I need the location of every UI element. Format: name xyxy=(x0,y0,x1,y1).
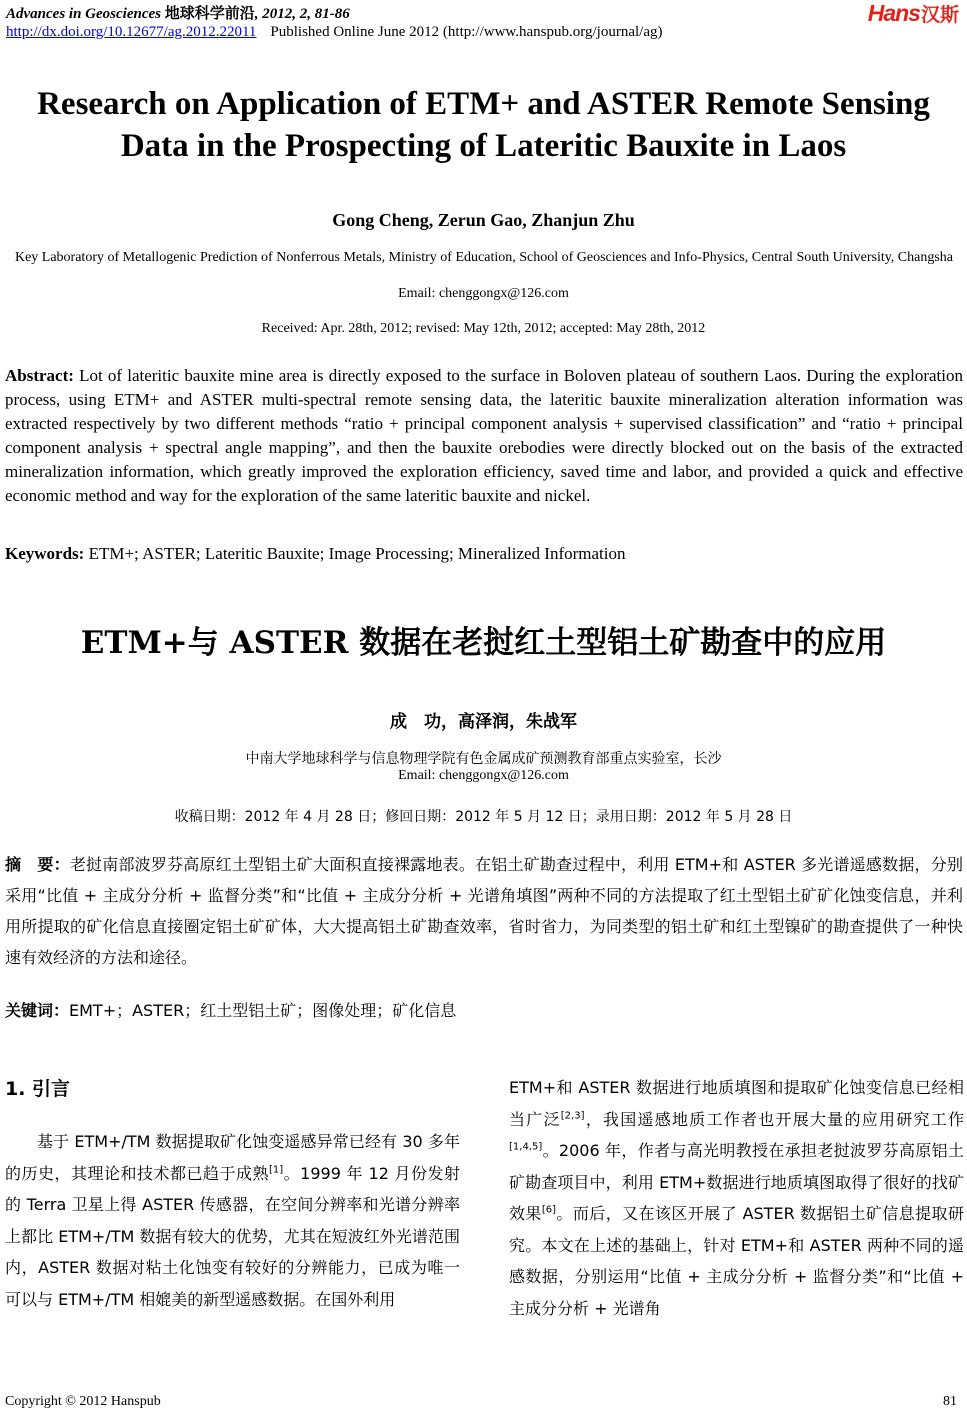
abstract-text-en: Lot of lateritic bauxite mine area is directly exposed to the surface in Boloven plateau of southern Laos. During the exploration process, using ETM+ and ASTER multi-spectral remote sensing data, the lateritic bauxite mineralization alteration information was extracted respectively by two different methods “ratio + principal component analysis + supervised classification” and “ratio + principal component analysis + spectral angle mapping”, and then the bauxite orebodies were directly blocked out on the basis of the extracted mineralization information, which greatly improved the exploration efficiency, saved time and labor, and provided a quick and effective economic method and way for the exploration of the same lateritic bauxite and nickel. xyxy=(5,366,964,505)
body-text: 。1999 年 12 月份发射的 Terra 卫星上得 ASTER 传感器，在空间分辨率和光谱分辨率上都比 ETM+/TM 数据有较大的优势，尤其在短波红外光谱范围内，ASTER 数据对粘土化蚀变有较好的分辨能力，已成为唯一可以与 ETM+/TM 相媲美的新型遥感数据。在国外利用 xyxy=(5,1163,460,1309)
footer-copyright: Copyright © 2012 Hanspub xyxy=(5,1394,161,1409)
keywords-en xyxy=(5,544,963,564)
paper-title-cn: ETM+与 ASTER 数据在老挝红土型铝土矿勘查中的应用 xyxy=(80,625,887,661)
body-text: 。2006 年，作者与高光明教授在承担老挝波罗芬高原铝土矿勘查项目中，利用 ETM+数据进行地质填图取得了很好的找矿效果 xyxy=(509,1141,964,1223)
email-en: Email: chenggongx@126.com xyxy=(398,286,569,301)
journal-name-cn: 地球科学前沿 xyxy=(164,6,255,22)
abstract-text-cn: 老挝南部波罗芬高原红土型铝土矿大面积直接裸露地表。在铝土矿勘查过程中，利用 ETM+和 ASTER 多光谱遥感数据，分别采用“比值 + 主成分分析 + 监督分类”和“比值 + 主成分分析 + 光谱角填图”两种不同的方法提取了红土型铝土矿矿化蚀变信息，并利用所提取的矿化信息直接圈定铝土矿矿体，大大提高铝土矿勘查效率，省时省力，为同类型的铝土矿和红土型镍矿的勘查提供了一种快速有效经济的方法和途径。 xyxy=(5,855,963,967)
citation[interactable]: [2,3] xyxy=(560,1110,585,1122)
journal-header xyxy=(6,2,350,23)
body-column-right xyxy=(509,1072,964,1324)
citation[interactable]: [6] xyxy=(541,1204,557,1216)
affiliation-cn: 中南大学地球科学与信息物理学院有色金属成矿预测教育部重点实验室，长沙 xyxy=(245,751,722,767)
affiliation-en: Key Laboratory of Metallogenic Prediction of Nonferrous Metals, Ministry of Education, School of Geosciences and Info-Physics, Central South University, Changsha xyxy=(14,250,954,265)
volume-info: , 2012, 2, 81-86 xyxy=(254,6,350,22)
keywords-cn xyxy=(5,998,963,1021)
dates-en: Received: Apr. 28th, 2012; revised: May 12th, 2012; accepted: May 28th, 2012 xyxy=(261,321,706,336)
citation[interactable]: [1] xyxy=(268,1164,284,1176)
body-text: ETM+和 ASTER 数据进行地质填图和提取矿化蚀变信息已经相当广泛 xyxy=(509,1078,964,1129)
dates-cn: 收稿日期：2012 年 4 月 28 日；修回日期：2012 年 5 月 12 日；录用日期：2012 年 5 月 28 日 xyxy=(174,809,793,825)
abstract-en xyxy=(5,364,963,508)
abstract-cn xyxy=(5,849,963,973)
logo-text-en: Hans xyxy=(867,0,920,26)
section-heading: 1. 引言 xyxy=(5,1078,71,1100)
doi-link[interactable]: http://dx.doi.org/10.12677/ag.2012.22011 xyxy=(6,24,257,40)
published-info: Published Online June 2012 (http://www.hanspub.org/journal/ag) xyxy=(270,24,663,40)
hans-logo xyxy=(868,0,959,26)
keywords-label-cn: 关键词： xyxy=(5,1001,70,1020)
page-number: 81 xyxy=(943,1394,957,1409)
abstract-label-cn: 摘 要： xyxy=(5,855,70,874)
keywords-label-en: Keywords: xyxy=(5,544,85,563)
body-text: 。而后，又在该区开展了 ASTER 数据铝土矿信息提取研究。本文在上述的基础上，针对 ETM+和 ASTER 两种不同的遥感数据，分别运用“比值 + 主成分分析 + 监督分类”和“比值 + 主成分分析 + 光谱角 xyxy=(509,1204,964,1318)
keywords-text-en: ETM+; ASTER; Lateritic Bauxite; Image Processing; Mineralized Information xyxy=(88,544,626,563)
paper-title-en: Research on Application of ETM+ and ASTER Remote Sensing Data in the Prospecting of Lateritic Bauxite in Laos xyxy=(37,86,930,164)
authors-en: Gong Cheng, Zerun Gao, Zhanjun Zhu xyxy=(332,210,635,230)
journal-name: Advances in Geosciences xyxy=(6,6,161,22)
email-cn: Email: chenggongx@126.com xyxy=(398,768,569,783)
doi-line xyxy=(6,24,662,41)
citation[interactable]: [1,4,5] xyxy=(509,1141,543,1153)
logo-text-cn: 汉斯 xyxy=(920,3,959,26)
body-text: 基于 ETM+/TM 数据提取矿化蚀变遥感异常已经有 30 多年的历史，其理论和技术都已趋于成熟 xyxy=(5,1132,460,1183)
abstract-label-en: Abstract: xyxy=(5,366,74,385)
body-text: ，我国遥感地质工作者也开展大量的应用研究工作 xyxy=(584,1109,964,1129)
keywords-text-cn: EMT+；ASTER；红土型铝土矿；图像处理；矿化信息 xyxy=(69,1001,457,1020)
authors-cn: 成 功，高泽润，朱战军 xyxy=(390,712,577,732)
body-column-left xyxy=(5,1126,460,1315)
